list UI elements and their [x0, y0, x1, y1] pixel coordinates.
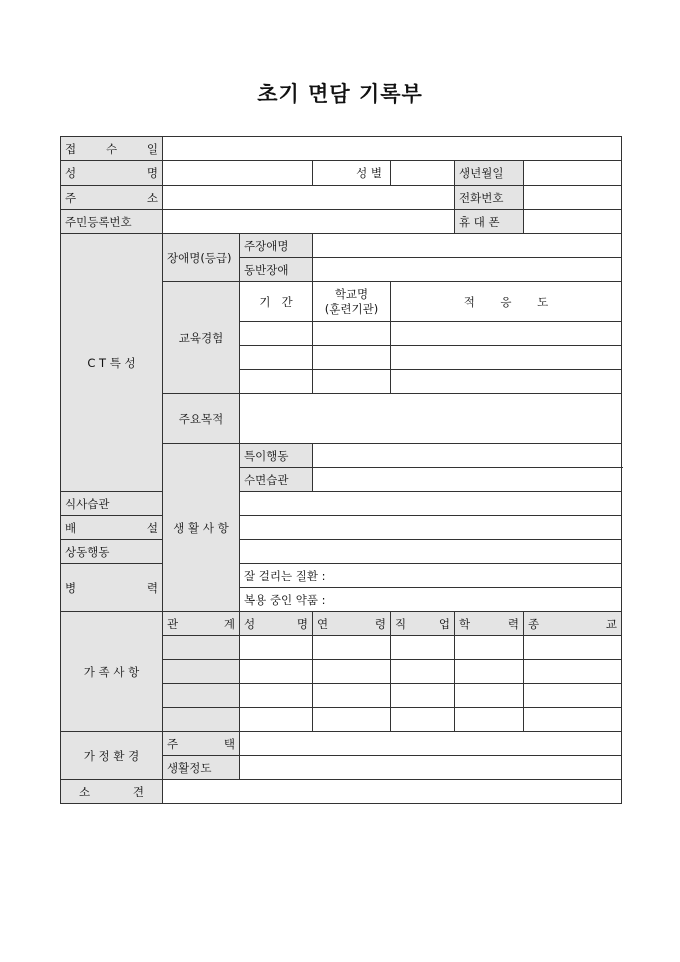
adaptation-header: 적 응 도 [391, 282, 622, 322]
relation-header: 관 계 [163, 612, 240, 636]
family-section-label: 가 족 사 항 [61, 612, 163, 732]
family-name-cell[interactable] [240, 636, 313, 660]
job-header: 직 업 [391, 612, 455, 636]
family-name-cell[interactable] [240, 660, 313, 684]
family-name-cell[interactable] [240, 684, 313, 708]
rrn-field[interactable] [163, 210, 455, 234]
opinion-field[interactable] [163, 780, 622, 804]
housing-field[interactable] [240, 732, 622, 756]
accompanying-disability-field[interactable] [313, 258, 622, 282]
family-religion-cell[interactable] [524, 636, 622, 660]
housing-label: 주 택 [163, 732, 240, 756]
form-title: 초기 면담 기록부 [257, 81, 423, 106]
family-education-cell[interactable] [455, 636, 524, 660]
home-section-label: 가 정 환 경 [61, 732, 163, 780]
family-relation-cell[interactable] [163, 636, 240, 660]
received-date-label: 접 수 일 [61, 137, 163, 161]
name-label: 성 명 [61, 161, 163, 186]
birth-label: 생년월일 [455, 161, 524, 186]
name-field[interactable] [163, 161, 313, 186]
purpose-label: 주요목적 [163, 394, 240, 444]
family-age-cell[interactable] [313, 660, 391, 684]
religion-header: 종 교 [524, 612, 622, 636]
mobile-field[interactable] [524, 210, 622, 234]
opinion-label: 소 견 [61, 780, 163, 804]
name-field-extension[interactable] [317, 161, 356, 185]
school-header [313, 282, 391, 322]
family-name-header: 성 명 [240, 612, 313, 636]
gender-field[interactable] [391, 161, 455, 186]
family-age-cell[interactable] [313, 708, 391, 732]
toilet-field[interactable] [240, 516, 622, 540]
family-religion-cell[interactable] [524, 708, 622, 732]
meal-field[interactable] [240, 492, 622, 516]
education-period-1[interactable] [240, 322, 313, 346]
education-period-3[interactable] [240, 370, 313, 394]
family-job-cell[interactable] [391, 636, 455, 660]
interaction-field[interactable] [240, 540, 622, 564]
family-name-cell[interactable] [240, 708, 313, 732]
gender-label: 성 별 [356, 166, 382, 180]
purpose-field[interactable] [240, 394, 622, 444]
address-label: 주 소 [61, 186, 163, 210]
education-period-2[interactable] [240, 346, 313, 370]
birth-field[interactable] [524, 161, 622, 186]
family-job-cell[interactable] [391, 708, 455, 732]
main-disability-field[interactable] [313, 234, 622, 258]
living-label: 생활정도 [163, 756, 240, 780]
education-school-3[interactable] [313, 370, 391, 394]
intake-form-table [60, 136, 622, 804]
toilet-label: 배 설 [61, 516, 163, 540]
education-adaptation-1[interactable] [391, 322, 622, 346]
meal-label: 식사습관 [61, 492, 163, 516]
received-date-field[interactable] [163, 137, 622, 161]
family-relation-cell[interactable] [163, 660, 240, 684]
school-header-line2: (훈련기관) [324, 301, 379, 316]
family-job-cell[interactable] [391, 660, 455, 684]
education-adaptation-3[interactable] [391, 370, 622, 394]
medication-label: 복용 중인 약품 : [244, 592, 326, 607]
living-field[interactable] [240, 756, 622, 780]
family-age-cell[interactable] [313, 636, 391, 660]
gender-cell [313, 161, 391, 186]
illness-field[interactable] [240, 564, 622, 588]
address-field[interactable] [163, 186, 455, 210]
behavior-field[interactable] [313, 444, 622, 468]
rrn-label: 주민등록번호 [61, 210, 163, 234]
family-relation-cell[interactable] [163, 708, 240, 732]
education-school-1[interactable] [313, 322, 391, 346]
family-education-cell[interactable] [455, 684, 524, 708]
age-header: 연 령 [313, 612, 391, 636]
disability-label: 장애명(등급) [163, 234, 240, 282]
behavior-label: 특이행동 [240, 444, 313, 468]
main-disability-label: 주장애명 [240, 234, 313, 258]
illness-label: 잘 걸리는 질환 : [244, 568, 326, 583]
family-job-cell[interactable] [391, 684, 455, 708]
phone-field[interactable] [524, 186, 622, 210]
ct-section-label: C T 특 성 [61, 234, 163, 492]
life-section-label: 생 활 사 항 [163, 444, 240, 612]
period-header: 기 간 [240, 282, 313, 322]
phone-label: 전화번호 [455, 186, 524, 210]
family-religion-cell[interactable] [524, 684, 622, 708]
education-adaptation-2[interactable] [391, 346, 622, 370]
family-religion-cell[interactable] [524, 660, 622, 684]
sleep-label: 수면습관 [240, 468, 313, 492]
family-age-cell[interactable] [313, 684, 391, 708]
sleep-field[interactable] [313, 468, 622, 492]
history-label: 병 력 [61, 564, 163, 612]
family-relation-cell[interactable] [163, 684, 240, 708]
interaction-label: 상동행동 [61, 540, 163, 564]
family-education-cell[interactable] [455, 660, 524, 684]
education-label: 교육경험 [163, 282, 240, 394]
accompanying-disability-label: 동반장애 [240, 258, 313, 282]
medication-field[interactable] [240, 588, 622, 612]
school-header-line1: 학교명 [334, 286, 369, 301]
education-school-2[interactable] [313, 346, 391, 370]
mobile-label: 휴 대 폰 [455, 210, 524, 234]
family-education-cell[interactable] [455, 708, 524, 732]
family-education-header: 학 력 [455, 612, 524, 636]
